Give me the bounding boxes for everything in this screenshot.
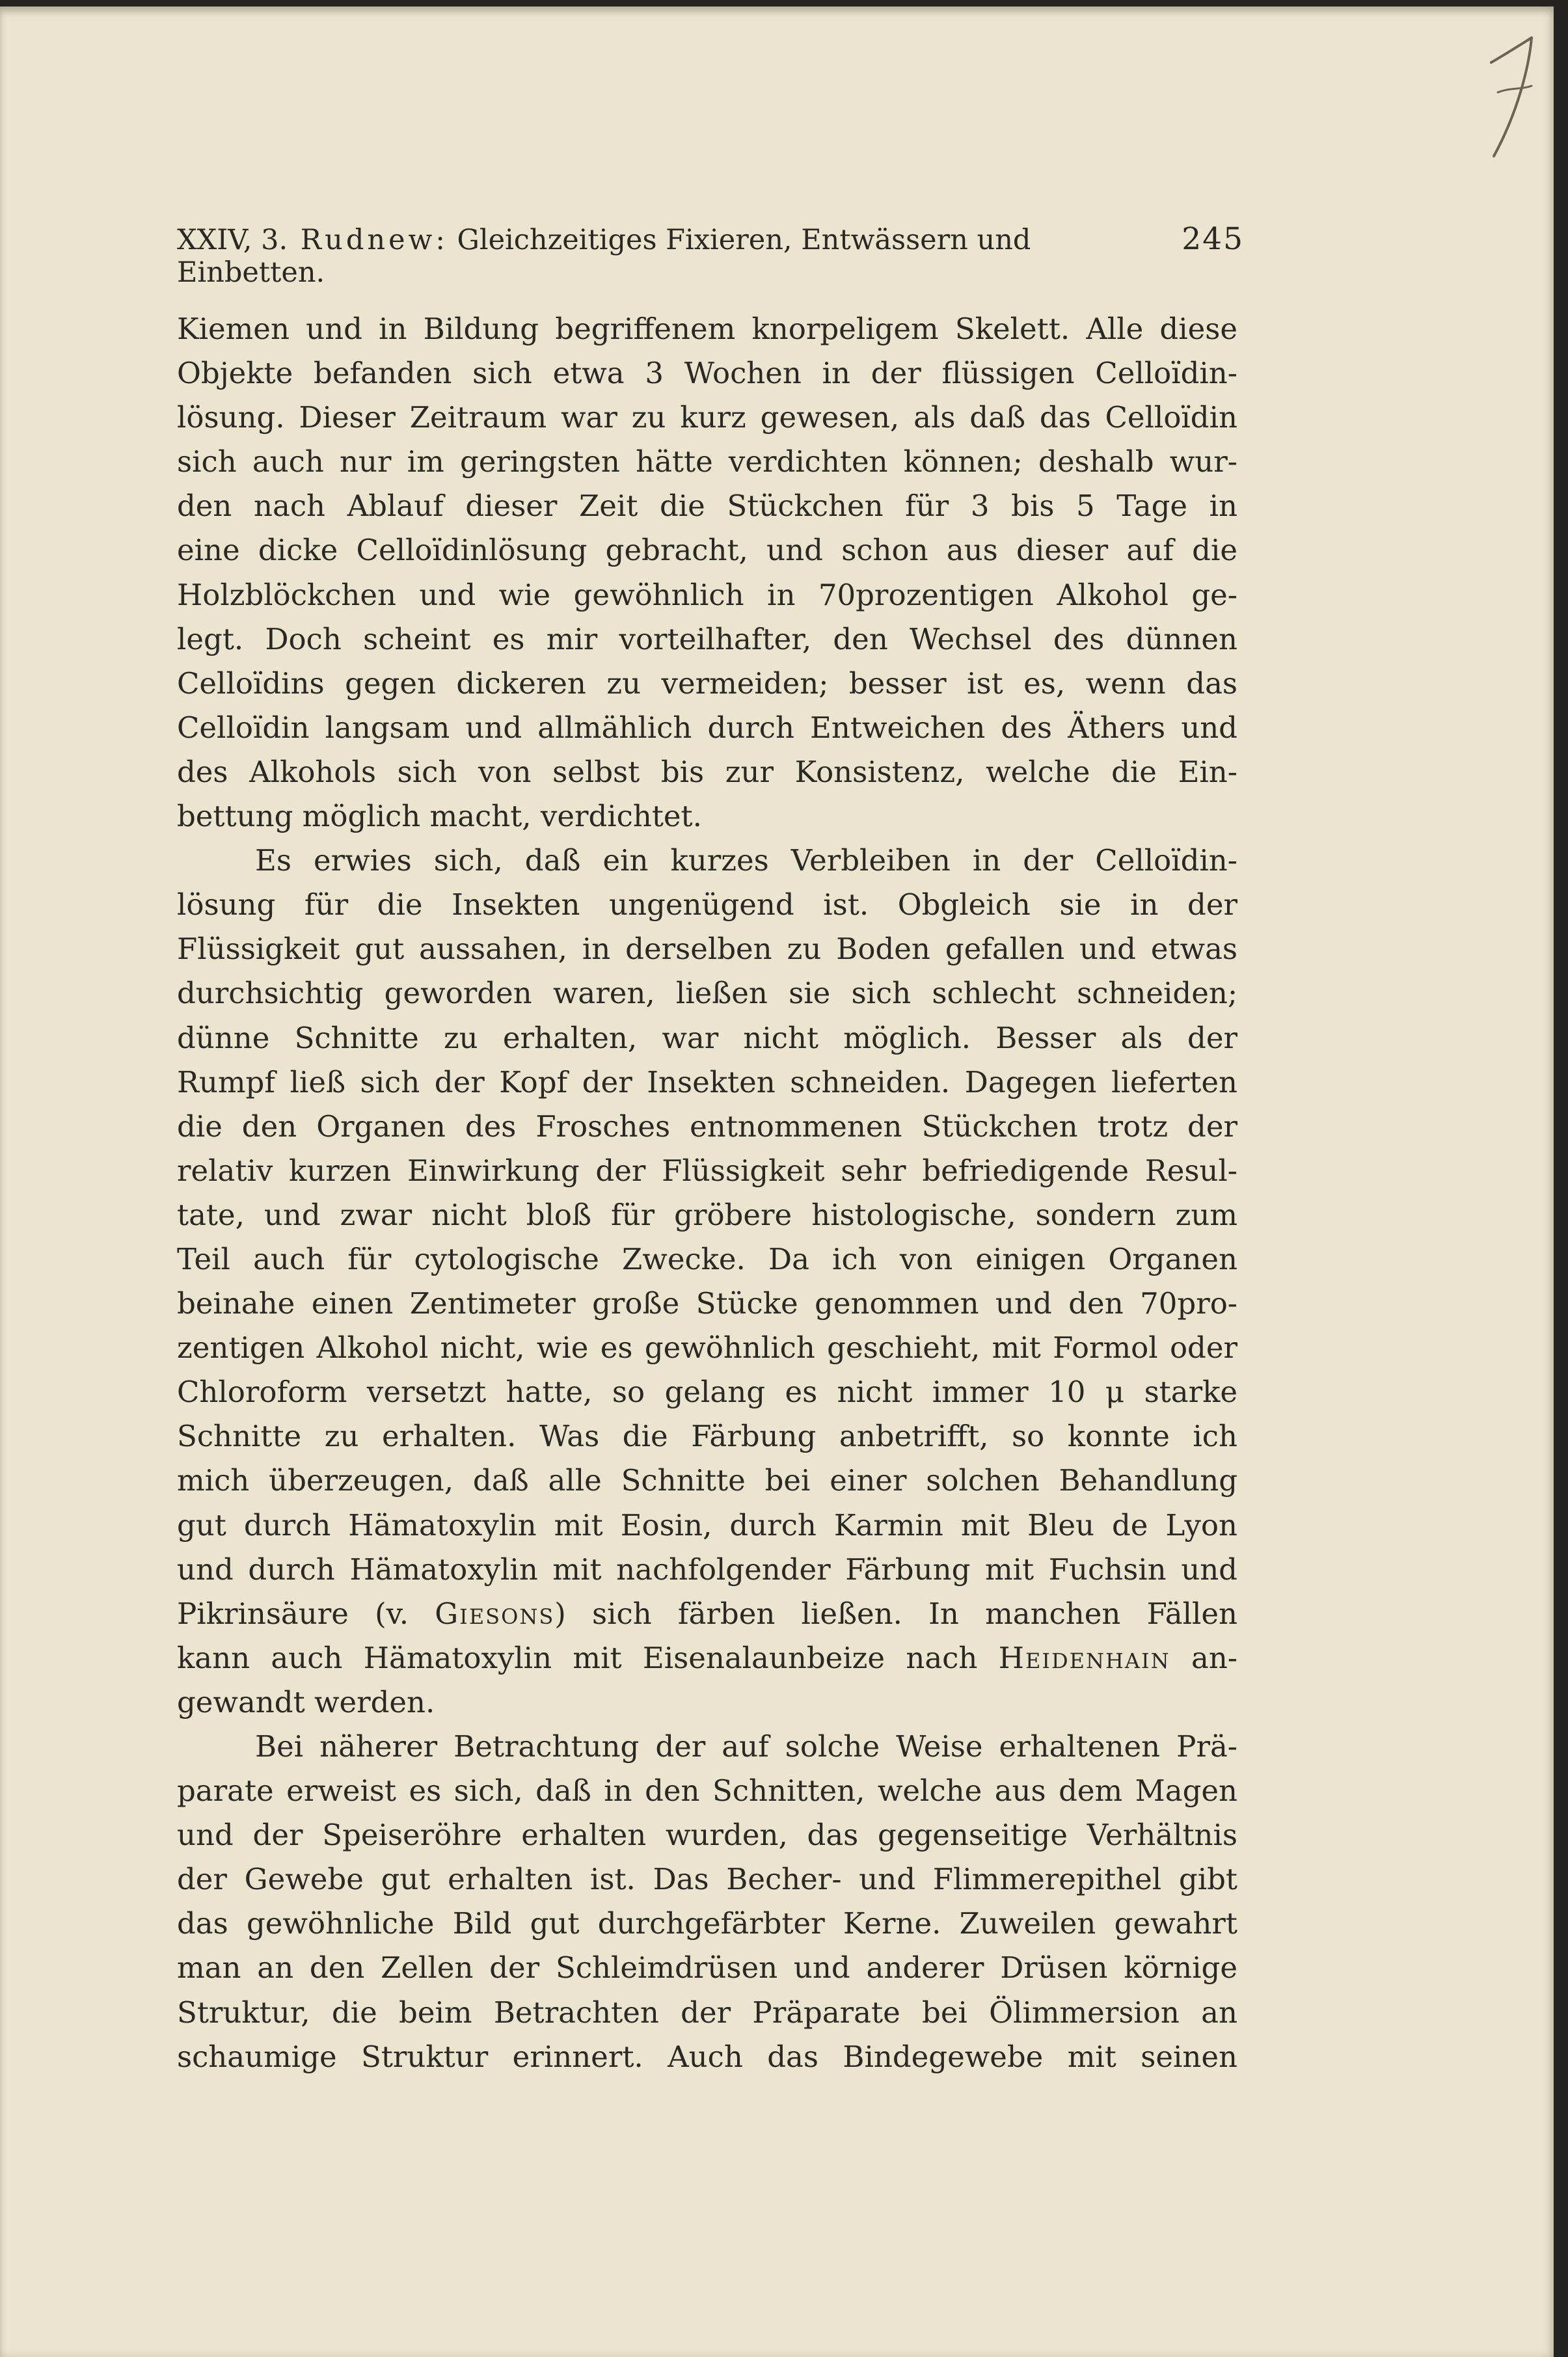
text-line: Kiemen und in Bildung begriffenem knorpeligem Skelett. Alle diese — [177, 312, 1237, 346]
paragraph-first-line: Bei näherer Betrachtung der auf solche Weise erhaltenen Prä- — [255, 1729, 1237, 1764]
small-caps-name: Heidenhain — [998, 1640, 1170, 1675]
text-line: man an den Zellen der Schleimdrüsen und anderer Drüsen körnige — [177, 1950, 1237, 1986]
text-segment: kann auch Hämatoxylin mit Eisenalaunbeize nach — [177, 1640, 999, 1675]
book-page — [0, 7, 1554, 2357]
text-segment: Pikrinsäure (v. — [177, 1596, 435, 1631]
text-line-with-name — [177, 1592, 1237, 1636]
handwritten-page-mark — [1476, 35, 1547, 159]
text-line: bettung möglich macht, verdichtet. — [177, 799, 702, 834]
text-line: relativ kurzen Einwirkung der Flüssigkeit sehr befriedigende Resul- — [177, 1153, 1237, 1188]
paragraph-first-line: Es erwies sich, daß ein kurzes Verbleiben in der Celloïdin- — [255, 843, 1237, 878]
text-line: der Gewebe gut erhalten ist. Das Becher- und Flimmerepithel gibt — [177, 1862, 1237, 1897]
text-line-with-name — [177, 1636, 1237, 1680]
text-line: Holzblöckchen und wie gewöhnlich in 70prozentigen Alkohol ge- — [177, 577, 1237, 612]
text-line: tate, und zwar nicht bloß für gröbere histologische, sondern zum — [177, 1197, 1237, 1232]
text-line: Flüssigkeit gut aussahen, in derselben zu Boden gefallen und etwas — [177, 932, 1237, 967]
text-line: lösung für die Insekten ungenügend ist. Obgleich sie in der — [177, 887, 1237, 923]
text-line: legt. Doch scheint es mir vorteilhafter, den Wechsel des dünnen — [177, 621, 1237, 656]
text-line: gut durch Hämatoxylin mit Eosin, durch Karmin mit Bleu de Lyon — [177, 1507, 1237, 1542]
text-line: das gewöhnliche Bild gut durchgefärbter Kerne. Zuweilen gewahrt — [177, 1906, 1237, 1941]
text-line: dünne Schnitte zu erhalten, war nicht möglich. Besser als der — [177, 1020, 1237, 1055]
text-line: und der Speiseröhre erhalten wurden, das gegenseitige Verhältnis — [177, 1818, 1237, 1853]
text-line: Rumpf ließ sich der Kopf der Insekten schneiden. Dagegen lieferten — [177, 1064, 1237, 1099]
body-text — [177, 307, 1237, 2079]
volume-number: XXIV, 3. — [177, 224, 288, 256]
text-line: Celloïdin langsam und allmählich durch Entweichen des Äthers und — [177, 710, 1237, 745]
author-name: Rudnew: — [300, 224, 448, 256]
text-line: sich auch nur im geringsten hätte verdichten können; deshalb wur- — [177, 444, 1237, 479]
text-line: die den Organen des Frosches entnommenen Stückchen trotz der — [177, 1109, 1237, 1144]
running-head — [177, 221, 1244, 289]
text-line: mich überzeugen, daß alle Schnitte bei einer solchen Behandlung — [177, 1463, 1237, 1498]
text-line: durchsichtig geworden waren, ließen sie sich schlecht schneiden; — [177, 976, 1237, 1011]
article-title: Gleichzeitiges Fixieren, Entwässern und Einbetten. — [177, 224, 1031, 289]
text-line: Objekte befanden sich etwa 3 Wochen in der flüssigen Celloïdin- — [177, 356, 1237, 391]
running-head-title — [177, 224, 1182, 289]
small-caps-name: Giesons — [435, 1596, 555, 1631]
text-line: schaumige Struktur erinnert. Auch das Bindegewebe mit seinen — [177, 2039, 1237, 2074]
text-line: Teil auch für cytologische Zwecke. Da ich von einigen Organen — [177, 1241, 1237, 1276]
text-line: lösung. Dieser Zeitraum war zu kurz gewesen, als daß das Celloïdin — [177, 400, 1237, 435]
text-line: eine dicke Celloïdinlösung gebracht, und schon aus dieser auf die — [177, 533, 1237, 568]
text-line: Celloïdins gegen dickeren zu vermeiden; besser ist es, wenn das — [177, 666, 1237, 701]
text-line: und durch Hämatoxylin mit nachfolgender Färbung mit Fuchsin und — [177, 1552, 1237, 1587]
text-line: des Alkohols sich von selbst bis zur Konsistenz, welche die Ein- — [177, 754, 1237, 789]
text-segment: ) sich färben ließen. In manchen Fällen — [554, 1596, 1237, 1631]
text-line: Chloroform versetzt hatte, so gelang es nicht immer 10 μ starke — [177, 1375, 1237, 1410]
page-number: 245 — [1182, 221, 1244, 257]
text-line: den nach Ablauf dieser Zeit die Stückchen für 3 bis 5 Tage in — [177, 489, 1237, 524]
text-segment: an- — [1170, 1640, 1238, 1675]
text-line: Struktur, die beim Betrachten der Präparate bei Ölimmersion an — [177, 1995, 1237, 2030]
text-line: zentigen Alkohol nicht, wie es gewöhnlich geschieht, mit Formol oder — [177, 1330, 1237, 1366]
text-line: gewandt werden. — [177, 1684, 435, 1719]
text-line: parate erweist es sich, daß in den Schnitten, welche aus dem Magen — [177, 1773, 1237, 1809]
text-line: Schnitte zu erhalten. Was die Färbung anbetrifft, so konnte ich — [177, 1419, 1237, 1454]
text-line: beinahe einen Zentimeter große Stücke genommen und den 70pro- — [177, 1286, 1237, 1321]
